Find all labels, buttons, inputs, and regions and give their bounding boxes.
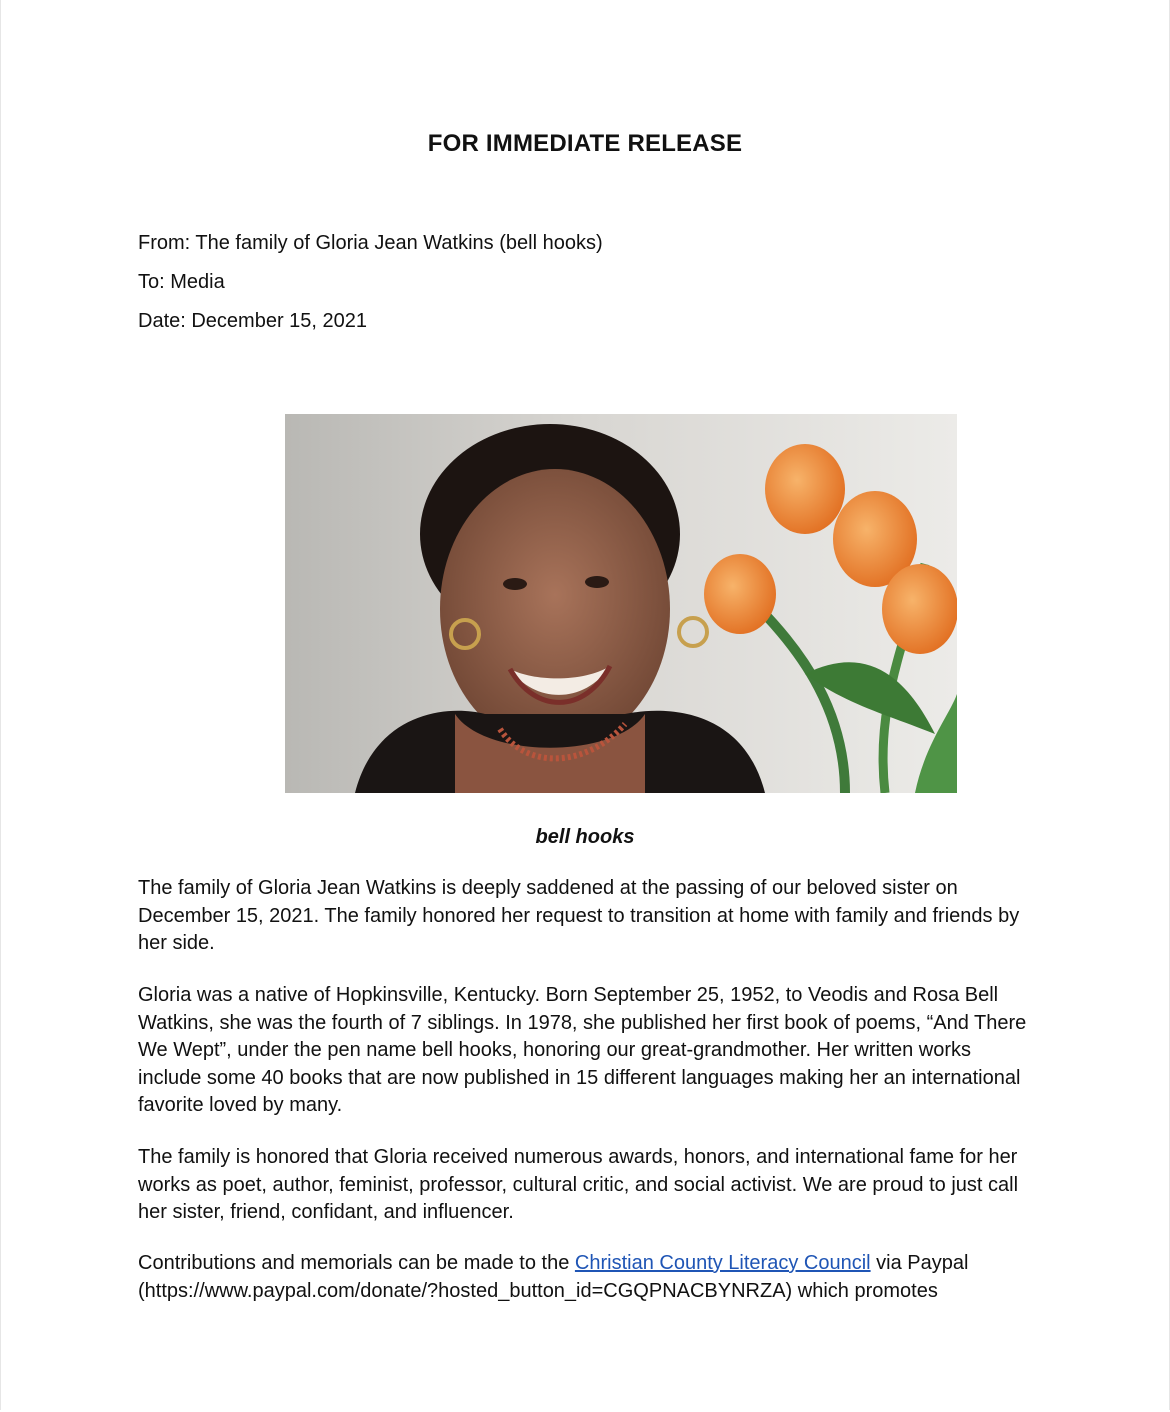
to-line: To: Media <box>138 271 225 293</box>
paragraph-announcement: The family of Gloria Jean Watkins is deeply saddened at the passing of our beloved sister on December 15, 2021. The family honored her request to transition at home with family and friends by her side. <box>138 877 1020 954</box>
paragraph-honors: The family is honored that Gloria received numerous awards, honors, and international fame for her works as poet, author, feminist, professor, cultural critic, and social activist. We are proud to just call her sister, friend, confidant, and influencer. <box>138 1146 1019 1223</box>
date-line: Date: December 15, 2021 <box>138 310 368 332</box>
contributions-prefix: Contributions and memorials can be made to the <box>138 1252 575 1274</box>
portrait-photo <box>285 414 957 793</box>
page-title: FOR IMMEDIATE RELEASE <box>427 130 743 157</box>
from-line: From: The family of Gloria Jean Watkins (bell hooks) <box>138 232 603 254</box>
literacy-council-link[interactable]: Christian County Literacy Council <box>574 1252 871 1274</box>
contributions-suffix: via Paypal (https://www.paypal.com/donate/?hosted_button_id=CGQPNACBYNRZA) which promotes <box>138 1252 969 1302</box>
photo-caption: bell hooks <box>535 826 635 848</box>
paragraph-contributions <box>138 1250 1038 1305</box>
paragraph-biography: Gloria was a native of Hopkinsville, Kentucky. Born September 25, 1952, to Veodis and Rosa Bell Watkins, she was the fourth of 7 siblings. In 1978, she published her first book of poems, “And There We Wept”, under the pen name bell hooks, honoring our great-grandmother. Her written works include some 40 books that are now published in 15 different languages making her an international favorite loved by many. <box>138 984 1027 1116</box>
